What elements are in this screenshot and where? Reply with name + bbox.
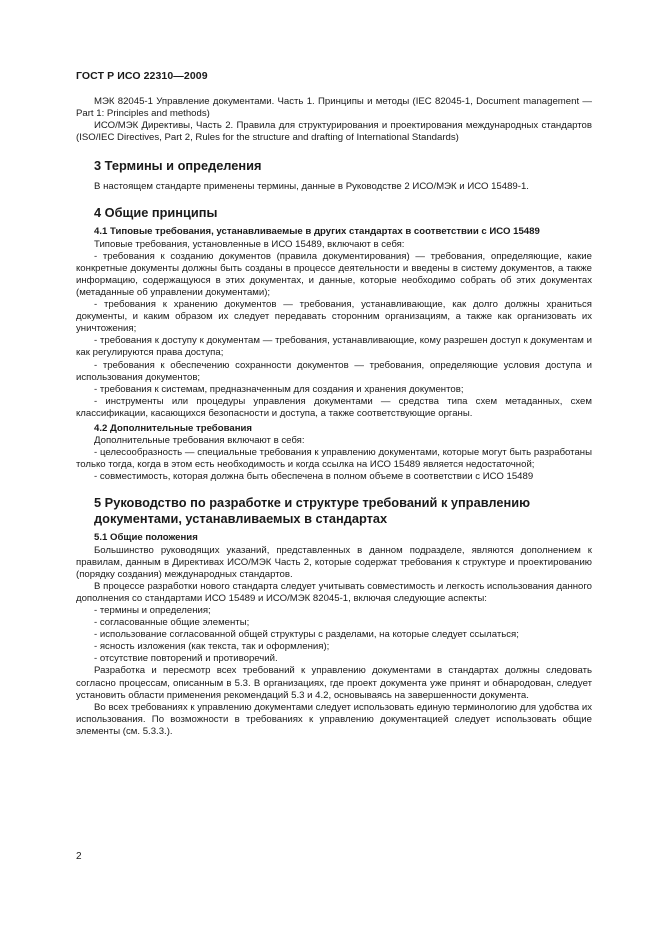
page-content [76,96,592,738]
page-number: 2 [76,851,82,862]
paragraph: В процессе разработки нового стандарта следует учитывать совместимость и легкость использования данного дополнения со стандартами ИСО 15489 и ИСО/МЭК 82045-1, включая следующие аспекты: [76,580,592,604]
section-3-heading: 3 Термины и определения [94,158,262,174]
subsection-5-1-heading: 5.1 Общие положения [94,532,198,544]
section-4-heading: 4 Общие принципы [94,204,218,220]
section-3-text: В настоящем стандарте применены термины, данные в Руководстве 2 ИСО/МЭК и ИСО 15489-1. [94,180,529,192]
paragraph: Разработка и пересмотр всех требований к управлению документами в стандартах должны следовать согласно процессам, описанным в 5.3. В организациях, где проект документа уже принят и обнародован, следует установить области применения рекомендаций 5.3 и 4.2, основываясь на завершенности документа. [76,665,592,701]
list-item: - совместимость, которая должна быть обеспечена в полном объеме в соответствии с ИСО 15489 [94,471,534,483]
subsection-4-1-heading: 4.1 Типовые требования, устанавливаемые в других стандартах в соответствии с ИСО 15489 [94,226,540,238]
list-item: - согласованные общие элементы; [94,617,250,629]
subsection-4-2-intro: Дополнительные требования включают в себя: [94,435,305,447]
subsection-4-2-heading: 4.2 Дополнительные требования [94,422,252,434]
list-item: - ясность изложения (как текста, так и оформления); [94,641,330,653]
list-item: - требования к системам, предназначенным для создания и хранения документов; [94,383,464,395]
paragraph: Во всех требованиях к управлению документами следует использовать единую терминологию для удобства их использования. По возможности в требованиях к управлению документацией следует использовать общие элементы (см. 5.3.3.). [76,701,592,737]
list-item: - требования к созданию документов (правила документирования) — требования, определяющие, какие конкретные документы должны быть созданы в процессе деятельности и введены в систему документов, а также информацию, содержащуюся в этих документах, и данные, которые необходимо собрать об этих документах (метаданные об управлении документами); [76,250,592,298]
list-item: - термины и определения; [94,605,211,616]
normative-references [76,96,592,144]
list-item: - инструменты или процедуры управления документами — средства типа схем метаданных, схем классификации, касающихся безопасности и доступа, а также соответствующие органы. [76,395,592,419]
subsection-4-1-intro: Типовые требования, установленные в ИСО 15489, включают в себя: [94,238,405,250]
section-5-heading: 5 Руководство по разработке и структуре требований к управлению документами, устанавливаемых в стандартах [94,495,530,526]
list-item: - требования к обеспечению сохранности документов — требования, определяющие условия доступа и использования документов; [76,359,592,383]
paragraph: Большинство руководящих указаний, представленных в данном подразделе, являются дополнением к правилам, данным в Директивах ИСО/МЭК Часть 2, которые содержат требования к структуре и проектированию (порядку создания) международных стандартов. [76,544,592,580]
list-item: - требования к доступу к документам — требования, устанавливающие, кому разрешен доступ к документам и как регулируются права доступа; [76,335,592,359]
list-item: - целесообразность — специальные требования к управлению документами, которые могут быть разработаны только тогда, когда в этом есть необходимость и когда ссылка на ИСО 15489 является недостаточной; [76,447,592,471]
reference-item: МЭК 82045-1 Управление документами. Часть 1. Принципы и методы (IEC 82045-1, Document management — Part 1: Principles and methods) [76,96,592,120]
list-item: - требования к хранению документов — требования, устанавливающие, как долго должны храниться документы, и каким образом их следует передавать сторонним организациям, а также как организовать их уничтожения; [76,299,592,335]
reference-item: ИСО/МЭК Директивы, Часть 2. Правила для структурирования и проектирования международных стандартов (ISO/IEC Directives, Part 2, Rules for the structure and drafting of International Standards) [76,120,592,144]
page-header: ГОСТ Р ИСО 22310—2009 [76,70,208,82]
list-item: - отсутствие повторений и противоречий. [94,653,278,665]
list-item: - использование согласованной общей структуры с разделами, на которые следует ссылаться; [94,629,519,641]
